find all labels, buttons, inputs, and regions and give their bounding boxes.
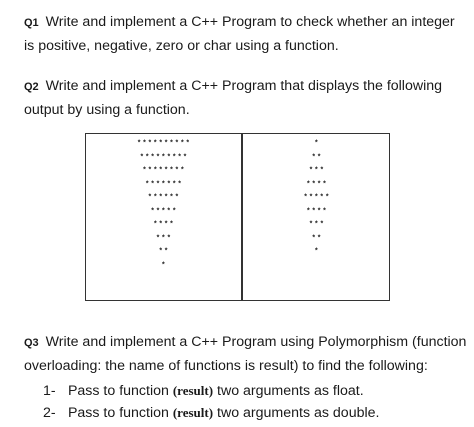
list-item: [43, 380, 379, 402]
output-pattern-figure: [85, 133, 390, 301]
pattern-row: **: [311, 153, 323, 162]
question-1: [24, 11, 468, 58]
question-1-text: Write and implement a C++ Program to check whether an integer is positive, negative, zero or char using a function.: [24, 14, 455, 54]
question-1-number: Q1: [24, 17, 39, 29]
pattern-row: **: [158, 248, 170, 256]
question-3-number: Q3: [24, 337, 39, 349]
pattern-row: *: [314, 140, 320, 148]
question-3: [24, 331, 468, 378]
pattern-row: *********: [139, 153, 189, 162]
question-3-list: [43, 380, 379, 424]
pattern-left-inverted-triangle: [89, 138, 239, 273]
question-2-text: Write and implement a C++ Program that displays the following output by using a function.: [24, 78, 443, 118]
pattern-row: ***: [308, 221, 326, 229]
question-2-number: Q2: [24, 81, 39, 93]
list-item-keyword: (result): [172, 383, 214, 398]
pattern-row: **: [311, 234, 323, 243]
pattern-row: ***: [308, 167, 326, 175]
pattern-row: ****: [306, 180, 328, 189]
list-item: [43, 402, 379, 424]
list-item-text-before: Pass to function: [67, 383, 173, 399]
pattern-row: *******: [145, 180, 183, 189]
pattern-row: **********: [136, 140, 191, 148]
pattern-row: *****: [303, 194, 331, 202]
pattern-row: *****: [150, 207, 178, 216]
pattern-row: ****: [153, 221, 175, 229]
question-2: [24, 75, 468, 122]
pattern-right-diamond: [246, 138, 388, 260]
list-item-text-after: two arguments as float.: [217, 383, 364, 399]
question-3-text: Write and implement a C++ Program using Polymorphism (function overloading: the name of functions is result) to find the following:: [24, 334, 467, 374]
pattern-row: ******: [147, 194, 181, 202]
list-item-number: 2-: [43, 405, 56, 421]
figure-divider: [241, 134, 243, 300]
list-item-text-before: Pass to function: [67, 405, 173, 421]
pattern-row: ****: [306, 207, 328, 216]
list-item-keyword: (result): [172, 405, 214, 420]
list-item-text-after: two arguments as double.: [217, 405, 380, 421]
pattern-row: *: [314, 248, 320, 256]
list-item-number: 1-: [43, 383, 56, 399]
pattern-row: ********: [142, 167, 186, 175]
pattern-row: ***: [155, 234, 173, 243]
pattern-row: *: [161, 261, 167, 270]
